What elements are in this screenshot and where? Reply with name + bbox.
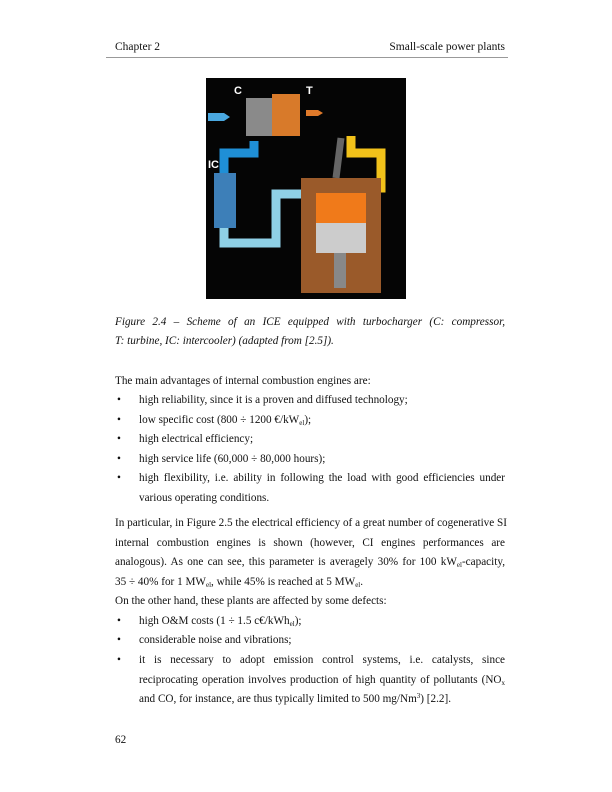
- list-item: high electrical efficiency;: [139, 433, 254, 445]
- advantages-intro: The main advantages of internal combustion engines are:: [115, 375, 371, 387]
- list-item: considerable noise and vibrations;: [139, 634, 292, 646]
- list-item-continuation: and CO, for instance, are thus typically limited to 500 mg/Nm$^3$) [2.2].: [139, 692, 452, 705]
- header-chapter: Chapter 2: [115, 41, 161, 53]
- page-number: 62: [115, 734, 127, 746]
- bullet: •: [117, 414, 121, 426]
- list-item: high flexibility, i.e. ability in following the load with good efficiencies under: [139, 472, 505, 484]
- list-item-continuation: reciprocating operation involves production of high quantity of pollutants ($NO_x$: [139, 674, 505, 687]
- bullet: •: [117, 472, 121, 484]
- label-t: T: [306, 85, 313, 97]
- header-section: Small-scale power plants: [389, 41, 505, 53]
- figure-caption-line1: Figure 2.4 – Scheme of an ICE equipped with turbocharger (C: compressor,: [115, 316, 505, 328]
- list-item: high service life (60,000 ÷ 80,000 hours);: [139, 453, 326, 465]
- header-rule: [106, 57, 508, 58]
- bullet: •: [117, 433, 121, 445]
- paragraph-line: 35 ÷ 40% for 1 $MW_{el}$, while 45% is reached at 5 $MW_{el}$.: [115, 576, 364, 589]
- list-item: low specific cost (800 ÷ 1200 $€/kW_{el}$);: [139, 414, 312, 427]
- list-item: high reliability, since it is a proven and diffused technology;: [139, 394, 408, 406]
- bullet: •: [117, 453, 121, 465]
- ice-turbocharger-figure: [206, 78, 406, 299]
- label-c: C: [234, 85, 242, 97]
- figure-caption-line2: T: turbine, IC: intercooler) (adapted from [2.5]).: [115, 335, 334, 347]
- label-ic: IC: [208, 159, 219, 171]
- paragraph-line: internal combustion engines is shown (however, CI engines performances are: [115, 537, 505, 549]
- list-item-continuation: various operating conditions.: [139, 492, 270, 504]
- exhaust-arrow-icon: [306, 110, 323, 116]
- list-item: it is necessary to adopt emission control systems, i.e. catalysts, since: [139, 654, 505, 666]
- paragraph-line: In particular, in Figure 2.5 the electrical efficiency of a great number of cogenerative SI: [115, 517, 507, 529]
- bullet: •: [117, 634, 121, 646]
- intake-arrow-icon: [208, 113, 230, 121]
- turbine-shape: [272, 94, 300, 136]
- list-item: high O&M costs (1 ÷ 1.5 c€/kWh$_{el}$);: [139, 615, 302, 628]
- intercooler-shape: [214, 173, 236, 228]
- paragraph-line: analogous). As one can see, this parameter is averagely 30% for 100 $kW_{el}$-capacity,: [115, 556, 505, 569]
- compressor-shape: [246, 98, 272, 136]
- defects-intro: On the other hand, these plants are affected by some defects:: [115, 595, 387, 607]
- bullet: •: [117, 394, 121, 406]
- bullet: •: [117, 654, 121, 666]
- bullet: •: [117, 615, 121, 627]
